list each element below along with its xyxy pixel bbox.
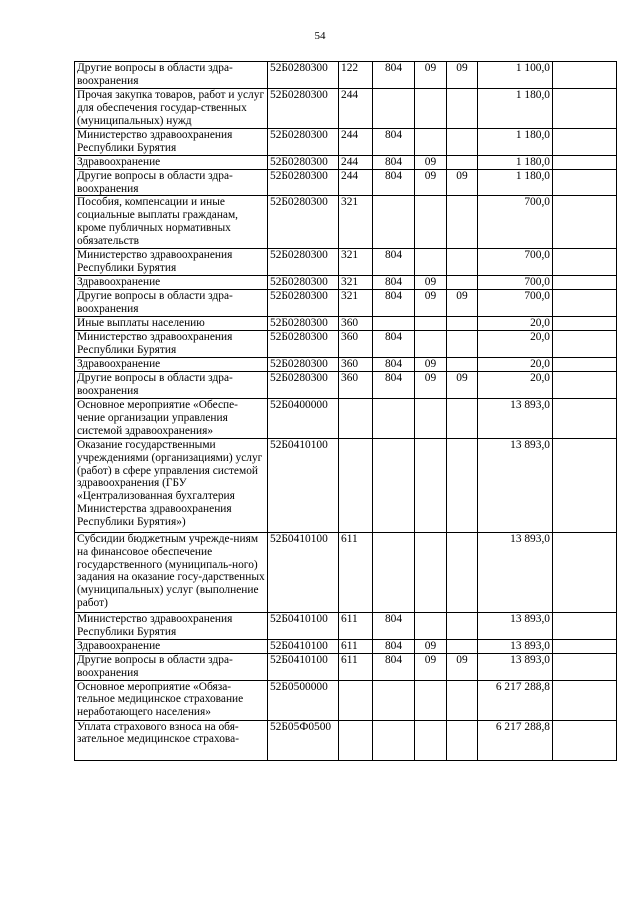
row-vr-cell: 611 [339,639,373,653]
row-name-cell: Другие вопросы в области здра-воохранения [75,169,268,196]
row-sum-cell: 1 180,0 [478,169,553,196]
row-vr-cell: 360 [339,331,373,358]
row-rz-cell: 09 [415,62,447,89]
row-vr-cell: 244 [339,155,373,169]
row-extra-cell [553,155,617,169]
row-extra-cell [553,276,617,290]
row-rz-cell [415,128,447,155]
row-name-cell: Другие вопросы в области здра-воохранения [75,371,268,398]
row-vr-cell: 122 [339,62,373,89]
row-name-cell: Другие вопросы в области здра-воохранения [75,653,268,680]
table-row [75,196,617,249]
row-vr-cell: 244 [339,88,373,128]
budget-table [74,61,617,761]
row-grbs-cell [373,398,415,438]
row-pr-cell: 09 [447,653,478,680]
row-name-cell: Иные выплаты населению [75,317,268,331]
row-grbs-cell [373,438,415,532]
row-extra-cell [553,357,617,371]
row-extra-cell [553,653,617,680]
row-rz-cell: 09 [415,276,447,290]
row-csr-cell: 52Б0410100 [268,612,339,639]
row-vr-cell: 611 [339,612,373,639]
row-extra-cell [553,317,617,331]
row-rz-cell [415,249,447,276]
row-name-cell: Субсидии бюджетным учрежде-ниям на финансовое обеспечение государственного (муниципаль-ного) задания на оказание госу-дарственных (муниципальных) услуг (выполнение работ) [75,532,268,612]
table-row [75,249,617,276]
row-sum-cell: 6 217 288,8 [478,680,553,720]
row-name-cell: Здравоохранение [75,357,268,371]
row-csr-cell: 52Б0280300 [268,155,339,169]
row-extra-cell [553,680,617,720]
row-csr-cell: 52Б0280300 [268,317,339,331]
row-rz-cell: 09 [415,169,447,196]
row-pr-cell [447,438,478,532]
row-grbs-cell: 804 [373,276,415,290]
row-pr-cell [447,331,478,358]
table-row [75,398,617,438]
row-extra-cell [553,331,617,358]
row-sum-cell: 1 100,0 [478,62,553,89]
table-row [75,653,617,680]
row-grbs-cell: 804 [373,357,415,371]
row-sum-cell: 20,0 [478,317,553,331]
row-rz-cell [415,438,447,532]
row-pr-cell [447,88,478,128]
row-pr-cell [447,532,478,612]
row-pr-cell [447,276,478,290]
row-grbs-cell: 804 [373,128,415,155]
row-rz-cell [415,680,447,720]
row-csr-cell: 52Б0500000 [268,680,339,720]
row-extra-cell [553,62,617,89]
row-pr-cell [447,398,478,438]
row-csr-cell: 52Б0410100 [268,438,339,532]
row-sum-cell: 20,0 [478,357,553,371]
row-rz-cell [415,398,447,438]
row-grbs-cell [373,196,415,249]
row-pr-cell: 09 [447,290,478,317]
row-vr-cell: 321 [339,249,373,276]
row-extra-cell [553,196,617,249]
row-pr-cell [447,317,478,331]
row-pr-cell: 09 [447,169,478,196]
row-csr-cell: 52Б0280300 [268,196,339,249]
row-vr-cell: 360 [339,317,373,331]
row-vr-cell: 321 [339,196,373,249]
row-vr-cell: 360 [339,357,373,371]
row-sum-cell: 20,0 [478,331,553,358]
row-name-cell: Здравоохранение [75,155,268,169]
row-extra-cell [553,371,617,398]
row-pr-cell [447,680,478,720]
table-row [75,88,617,128]
row-csr-cell: 52Б0280300 [268,276,339,290]
row-grbs-cell: 804 [373,612,415,639]
row-rz-cell: 09 [415,155,447,169]
row-csr-cell: 52Б0280300 [268,249,339,276]
row-sum-cell: 13 893,0 [478,398,553,438]
row-vr-cell [339,720,373,760]
row-extra-cell [553,169,617,196]
row-csr-cell: 52Б0280300 [268,88,339,128]
row-rz-cell: 09 [415,639,447,653]
row-grbs-cell: 804 [373,290,415,317]
row-extra-cell [553,128,617,155]
row-csr-cell: 52Б0280300 [268,128,339,155]
row-grbs-cell [373,720,415,760]
row-extra-cell [553,438,617,532]
row-csr-cell: 52Б0280300 [268,169,339,196]
row-rz-cell [415,331,447,358]
row-sum-cell: 700,0 [478,290,553,317]
row-name-cell: Министерство здравоохранения Республики Бурятия [75,249,268,276]
row-sum-cell: 700,0 [478,249,553,276]
row-rz-cell: 09 [415,371,447,398]
page-number: 54 [314,30,326,42]
row-name-cell: Министерство здравоохранения Республики Бурятия [75,128,268,155]
row-pr-cell [447,612,478,639]
row-grbs-cell [373,88,415,128]
row-grbs-cell: 804 [373,62,415,89]
row-grbs-cell: 804 [373,653,415,680]
row-pr-cell [447,128,478,155]
table-row [75,532,617,612]
row-pr-cell [447,639,478,653]
row-name-cell: Министерство здравоохранения Республики Бурятия [75,331,268,358]
row-sum-cell: 1 180,0 [478,128,553,155]
row-vr-cell: 321 [339,276,373,290]
row-name-cell: Оказание государственными учреждениями (организациями) услуг (работ) в сфере управления системой здравоохранения (ГБУ «Централизованная бухгалтерия Министерства здравоохранения Республики Бурятия») [75,438,268,532]
row-rz-cell: 09 [415,290,447,317]
row-pr-cell: 09 [447,371,478,398]
table-row [75,357,617,371]
row-csr-cell: 52Б0410100 [268,653,339,680]
row-vr-cell: 611 [339,653,373,680]
row-extra-cell [553,398,617,438]
row-sum-cell: 13 893,0 [478,438,553,532]
table-row [75,331,617,358]
table-row [75,639,617,653]
row-extra-cell [553,612,617,639]
row-vr-cell: 244 [339,128,373,155]
row-sum-cell: 1 180,0 [478,88,553,128]
row-csr-cell: 52Б0410100 [268,639,339,653]
row-name-cell: Здравоохранение [75,639,268,653]
row-name-cell: Здравоохранение [75,276,268,290]
row-pr-cell [447,155,478,169]
row-extra-cell [553,88,617,128]
row-name-cell: Основное мероприятие «Обяза-тельное медицинское страхование неработающего населения» [75,680,268,720]
row-sum-cell: 13 893,0 [478,639,553,653]
row-rz-cell [415,532,447,612]
row-csr-cell: 52Б0410100 [268,532,339,612]
table-row [75,169,617,196]
row-vr-cell [339,398,373,438]
table-row [75,720,617,760]
row-rz-cell: 09 [415,357,447,371]
table-row [75,290,617,317]
row-extra-cell [553,532,617,612]
row-pr-cell: 09 [447,62,478,89]
row-grbs-cell [373,532,415,612]
row-sum-cell: 13 893,0 [478,612,553,639]
row-grbs-cell: 804 [373,331,415,358]
row-pr-cell [447,720,478,760]
table-row [75,612,617,639]
table-row [75,680,617,720]
row-name-cell: Другие вопросы в области здра-воохранения [75,62,268,89]
row-sum-cell: 20,0 [478,371,553,398]
table-row [75,317,617,331]
row-sum-cell: 1 180,0 [478,155,553,169]
row-vr-cell: 321 [339,290,373,317]
row-pr-cell [447,249,478,276]
row-csr-cell: 52Б0280300 [268,357,339,371]
row-vr-cell: 244 [339,169,373,196]
row-name-cell: Уплата страхового взноса на обя-зательное медицинское страхова- [75,720,268,760]
row-vr-cell: 360 [339,371,373,398]
row-rz-cell [415,612,447,639]
row-sum-cell: 13 893,0 [478,653,553,680]
row-extra-cell [553,639,617,653]
row-csr-cell: 52Б0280300 [268,371,339,398]
row-name-cell: Основное мероприятие «Обеспе-чение организации управления системой здравоохранения» [75,398,268,438]
row-sum-cell: 13 893,0 [478,532,553,612]
row-grbs-cell [373,317,415,331]
row-pr-cell [447,196,478,249]
row-grbs-cell: 804 [373,155,415,169]
row-extra-cell [553,720,617,760]
row-name-cell: Пособия, компенсации и иные социальные выплаты гражданам, кроме публичных нормативных обязательств [75,196,268,249]
row-csr-cell: 52Б0400000 [268,398,339,438]
row-vr-cell: 611 [339,532,373,612]
row-grbs-cell [373,680,415,720]
row-grbs-cell: 804 [373,371,415,398]
table-row [75,438,617,532]
row-name-cell: Министерство здравоохранения Республики Бурятия [75,612,268,639]
row-sum-cell: 700,0 [478,196,553,249]
table-row [75,155,617,169]
row-csr-cell: 52Б0280300 [268,290,339,317]
table-row [75,371,617,398]
row-sum-cell: 700,0 [478,276,553,290]
row-csr-cell: 52Б0280300 [268,62,339,89]
row-vr-cell [339,680,373,720]
row-grbs-cell: 804 [373,169,415,196]
row-extra-cell [553,249,617,276]
table-row [75,62,617,89]
row-grbs-cell: 804 [373,639,415,653]
row-rz-cell [415,317,447,331]
row-rz-cell [415,196,447,249]
row-grbs-cell: 804 [373,249,415,276]
budget-table-body [75,62,617,761]
row-rz-cell: 09 [415,653,447,680]
row-pr-cell [447,357,478,371]
row-name-cell: Другие вопросы в области здра-воохранения [75,290,268,317]
row-csr-cell: 52Б0280300 [268,331,339,358]
row-rz-cell [415,88,447,128]
table-row [75,276,617,290]
row-name-cell: Прочая закупка товаров, работ и услуг для обеспечения государ-ственных (муниципальных) нужд [75,88,268,128]
table-row [75,128,617,155]
row-extra-cell [553,290,617,317]
row-rz-cell [415,720,447,760]
row-vr-cell [339,438,373,532]
row-csr-cell: 52Б05Ф0500 [268,720,339,760]
row-sum-cell: 6 217 288,8 [478,720,553,760]
